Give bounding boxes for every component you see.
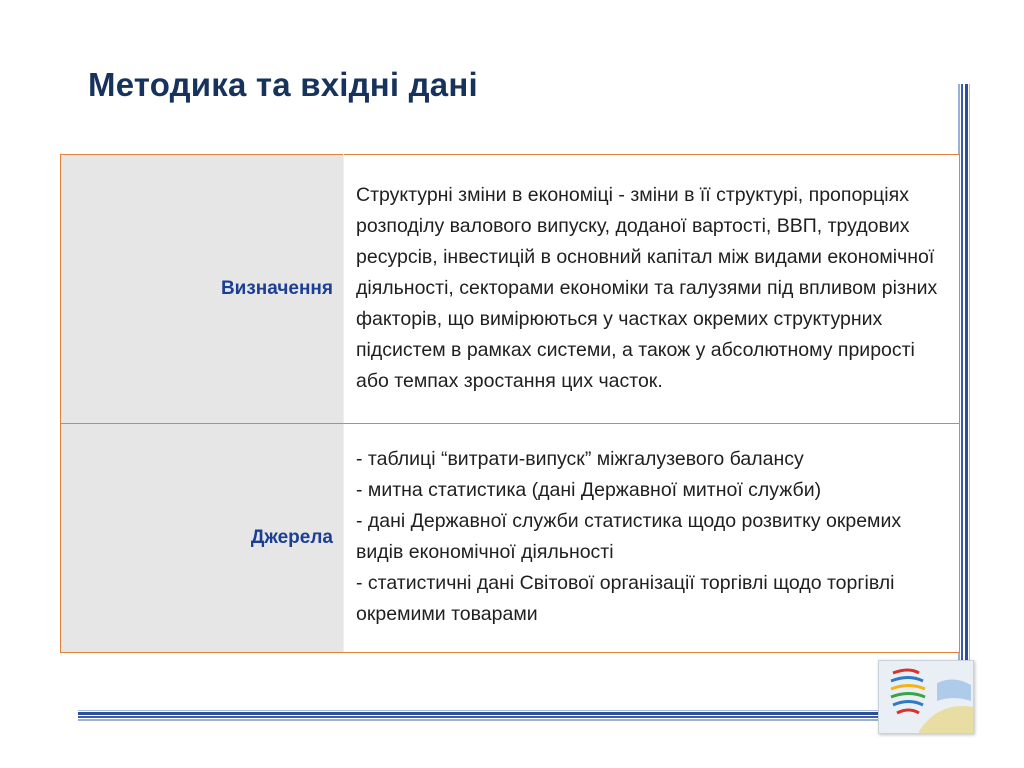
decorative-horizontal-stripes bbox=[78, 710, 970, 722]
methodology-table bbox=[60, 154, 960, 653]
source-item: - дані Державної служби статистика щодо розвитку окремих видів економічної діяльності bbox=[356, 510, 902, 563]
source-item: - статистичні дані Світової організації торгівлі щодо торгівлі окремими товарами bbox=[356, 572, 895, 625]
wto-logo-graphic bbox=[879, 661, 973, 733]
wto-logo-icon bbox=[878, 660, 974, 734]
slide-title: Методика та вхідні дані bbox=[88, 66, 478, 103]
source-item: - митна статистика (дані Державної митної служби) bbox=[356, 479, 822, 501]
table-row bbox=[61, 155, 960, 424]
sources-list bbox=[344, 424, 960, 653]
row-label-sources: Джерела bbox=[61, 424, 344, 653]
source-item: - таблиці “витрати-випуск” міжгалузевого балансу bbox=[356, 448, 804, 470]
table-row bbox=[61, 424, 960, 653]
row-label-definition: Визначення bbox=[61, 155, 344, 424]
definition-text: Структурні зміни в економіці - зміни в її структурі, пропорціях розподілу валового випуску, доданої вартості, ВВП, трудових ресурсів, інвестицій в основний капітал між видами економічної діяльності, секторами економіки та галузями під впливом різних факторів, що вимірюються у частках окремих структурних підсистем в рамках системи, а також у абсолютному прирості або темпах зростання цих часток. bbox=[344, 155, 960, 424]
